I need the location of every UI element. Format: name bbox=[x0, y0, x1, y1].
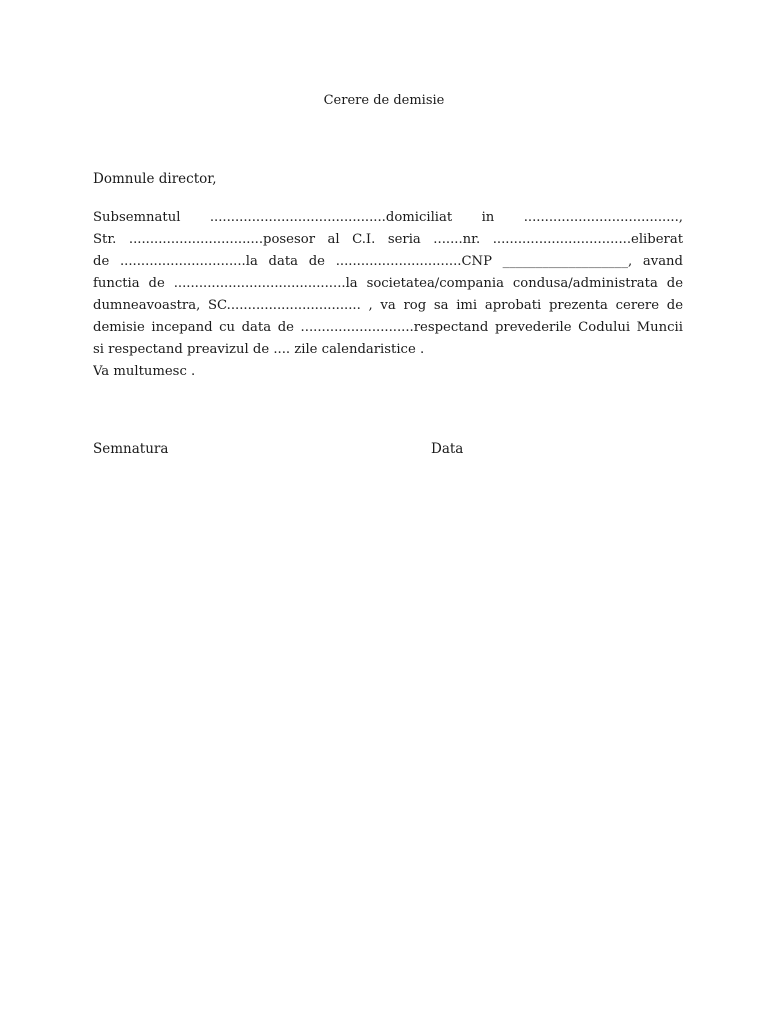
body-line: de ..............................la data de ..............................CNP ___________________, avand bbox=[93, 254, 683, 269]
signature-label: Semnatura bbox=[93, 441, 169, 457]
body-line: functia de .........................................la societatea/compania condusa/administrata de bbox=[93, 276, 683, 291]
closing-line: Va multumesc . bbox=[93, 364, 196, 379]
body-line: Str. ................................posesor al C.I. seria .......nr. .................................eliberat bbox=[93, 232, 683, 247]
title-text: Cerere de demisie bbox=[323, 93, 445, 108]
body-paragraph bbox=[93, 207, 683, 383]
salutation: Domnule director, bbox=[93, 171, 217, 187]
date-label: Data bbox=[431, 441, 464, 457]
document-title bbox=[0, 92, 768, 110]
body-line: demisie incepand cu data de ...........................respectand prevederile Codului Muncii bbox=[93, 320, 683, 335]
body-line: dumneavoastra, SC................................ , va rog sa imi aprobati prezenta cerere de bbox=[93, 298, 683, 313]
body-line: si respectand preavizul de .... zile calendaristice . bbox=[93, 342, 425, 357]
body-line: Subsemnatul ..........................................domiciliat in ....................................., bbox=[93, 210, 683, 225]
signature-row bbox=[93, 440, 493, 460]
